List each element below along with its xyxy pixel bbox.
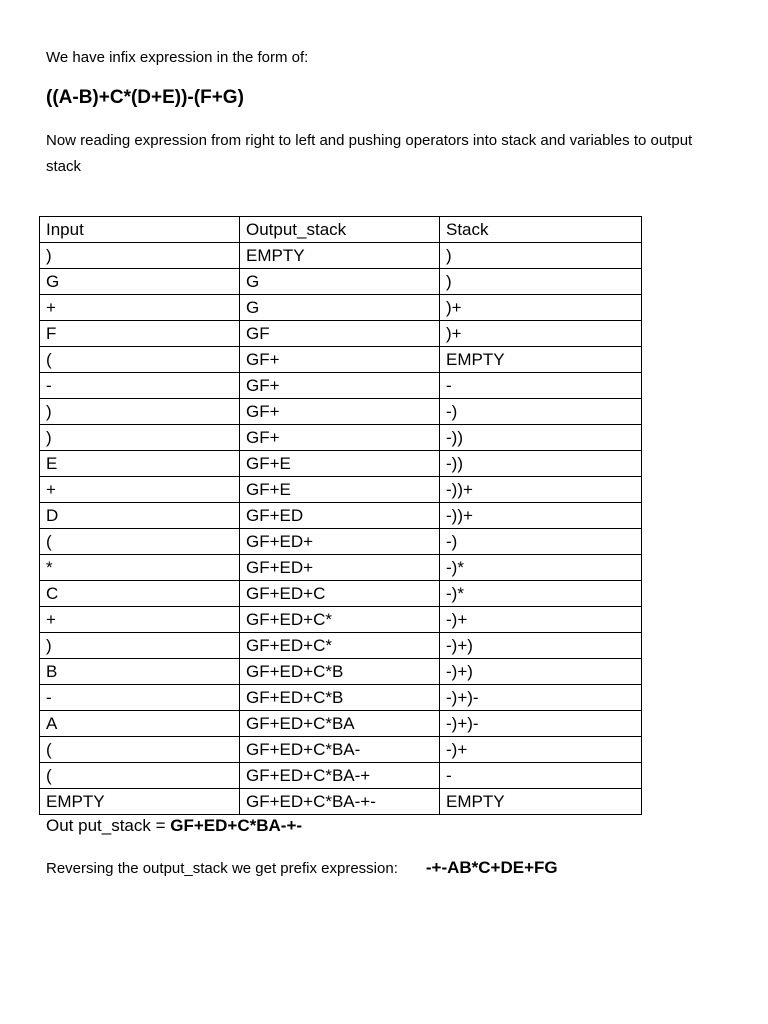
table-row <box>40 373 642 399</box>
conversion-steps-table <box>39 216 642 815</box>
cell-input: A <box>40 711 240 737</box>
table-row <box>40 685 642 711</box>
cell-input: ) <box>40 399 240 425</box>
cell-input: - <box>40 685 240 711</box>
cell-stack: -)) <box>440 451 642 477</box>
table-row <box>40 529 642 555</box>
cell-output-stack: GF+ED+C <box>240 581 440 607</box>
table-row <box>40 295 642 321</box>
cell-stack: -)+ <box>440 737 642 763</box>
cell-stack: -)+)- <box>440 685 642 711</box>
cell-output-stack: EMPTY <box>240 243 440 269</box>
table-row <box>40 347 642 373</box>
cell-input: G <box>40 269 240 295</box>
cell-stack: )+ <box>440 295 642 321</box>
cell-output-stack: GF+ED+C*BA-+ <box>240 763 440 789</box>
cell-input: EMPTY <box>40 789 240 815</box>
reading-description: Now reading expression from right to left and pushing operators into stack and variables to output stack <box>46 132 693 175</box>
intro-text: We have infix expression in the form of: <box>46 49 309 66</box>
table-row <box>40 555 642 581</box>
table-body <box>40 243 642 815</box>
table-row <box>40 269 642 295</box>
cell-output-stack: GF+ <box>240 425 440 451</box>
cell-input: * <box>40 555 240 581</box>
prefix-result: -+-AB*C+DE+FG <box>425 858 558 877</box>
table-row <box>40 789 642 815</box>
cell-stack: -)+) <box>440 659 642 685</box>
cell-input: F <box>40 321 240 347</box>
cell-stack: ) <box>440 243 642 269</box>
table-row <box>40 451 642 477</box>
table-row <box>40 633 642 659</box>
table-row <box>40 321 642 347</box>
table-row <box>40 399 642 425</box>
cell-input: ( <box>40 529 240 555</box>
cell-input: E <box>40 451 240 477</box>
cell-stack: EMPTY <box>440 347 642 373</box>
cell-output-stack: GF+ED+C*B <box>240 659 440 685</box>
cell-input: C <box>40 581 240 607</box>
table-row <box>40 503 642 529</box>
cell-stack: -) <box>440 529 642 555</box>
cell-stack: -))+ <box>440 477 642 503</box>
table-row <box>40 737 642 763</box>
cell-stack: ) <box>440 269 642 295</box>
table-row <box>40 477 642 503</box>
cell-output-stack: GF+ED+C* <box>240 633 440 659</box>
cell-output-stack: GF+ <box>240 373 440 399</box>
table-row <box>40 711 642 737</box>
infix-expression: ((A-B)+C*(D+E))-(F+G) <box>46 87 244 108</box>
cell-stack: )+ <box>440 321 642 347</box>
cell-output-stack: GF+ED+ <box>240 555 440 581</box>
cell-stack: -)+)- <box>440 711 642 737</box>
cell-output-stack: G <box>240 269 440 295</box>
cell-output-stack: GF <box>240 321 440 347</box>
cell-stack: -) <box>440 399 642 425</box>
cell-input: + <box>40 477 240 503</box>
table-row <box>40 425 642 451</box>
cell-input: ) <box>40 633 240 659</box>
cell-stack: -)* <box>440 581 642 607</box>
cell-input: + <box>40 295 240 321</box>
header-output-stack: Output_stack <box>240 217 440 243</box>
table-header-row <box>40 217 642 243</box>
output-stack-line <box>46 815 302 837</box>
cell-input: B <box>40 659 240 685</box>
cell-output-stack: GF+ED+C*BA- <box>240 737 440 763</box>
cell-output-stack: GF+E <box>240 451 440 477</box>
cell-stack: -))+ <box>440 503 642 529</box>
cell-output-stack: GF+ED <box>240 503 440 529</box>
cell-stack: -)* <box>440 555 642 581</box>
cell-output-stack: GF+E <box>240 477 440 503</box>
cell-input: ( <box>40 347 240 373</box>
output-stack-label: Out put_stack = <box>46 816 171 835</box>
cell-input: ) <box>40 425 240 451</box>
cell-output-stack: GF+ <box>240 399 440 425</box>
table-row <box>40 763 642 789</box>
cell-output-stack: GF+ED+C* <box>240 607 440 633</box>
cell-input: ( <box>40 763 240 789</box>
prefix-description: Reversing the output_stack we get prefix expression: <box>46 860 398 877</box>
cell-input: ( <box>40 737 240 763</box>
output-stack-value: GF+ED+C*BA-+- <box>170 816 303 835</box>
cell-stack: -)+) <box>440 633 642 659</box>
cell-output-stack: GF+ED+C*BA <box>240 711 440 737</box>
cell-stack: - <box>440 763 642 789</box>
cell-output-stack: GF+ <box>240 347 440 373</box>
table-row <box>40 607 642 633</box>
cell-input: D <box>40 503 240 529</box>
header-input: Input <box>40 217 240 243</box>
cell-output-stack: GF+ED+ <box>240 529 440 555</box>
cell-input: + <box>40 607 240 633</box>
cell-input: ) <box>40 243 240 269</box>
header-stack: Stack <box>440 217 642 243</box>
cell-stack: -)+ <box>440 607 642 633</box>
cell-stack: -)) <box>440 425 642 451</box>
table-row <box>40 243 642 269</box>
cell-output-stack: GF+ED+C*BA-+- <box>240 789 440 815</box>
prefix-line <box>46 857 746 880</box>
table-row <box>40 659 642 685</box>
cell-stack: EMPTY <box>440 789 642 815</box>
cell-stack: - <box>440 373 642 399</box>
cell-output-stack: GF+ED+C*B <box>240 685 440 711</box>
table-row <box>40 581 642 607</box>
cell-output-stack: G <box>240 295 440 321</box>
cell-input: - <box>40 373 240 399</box>
